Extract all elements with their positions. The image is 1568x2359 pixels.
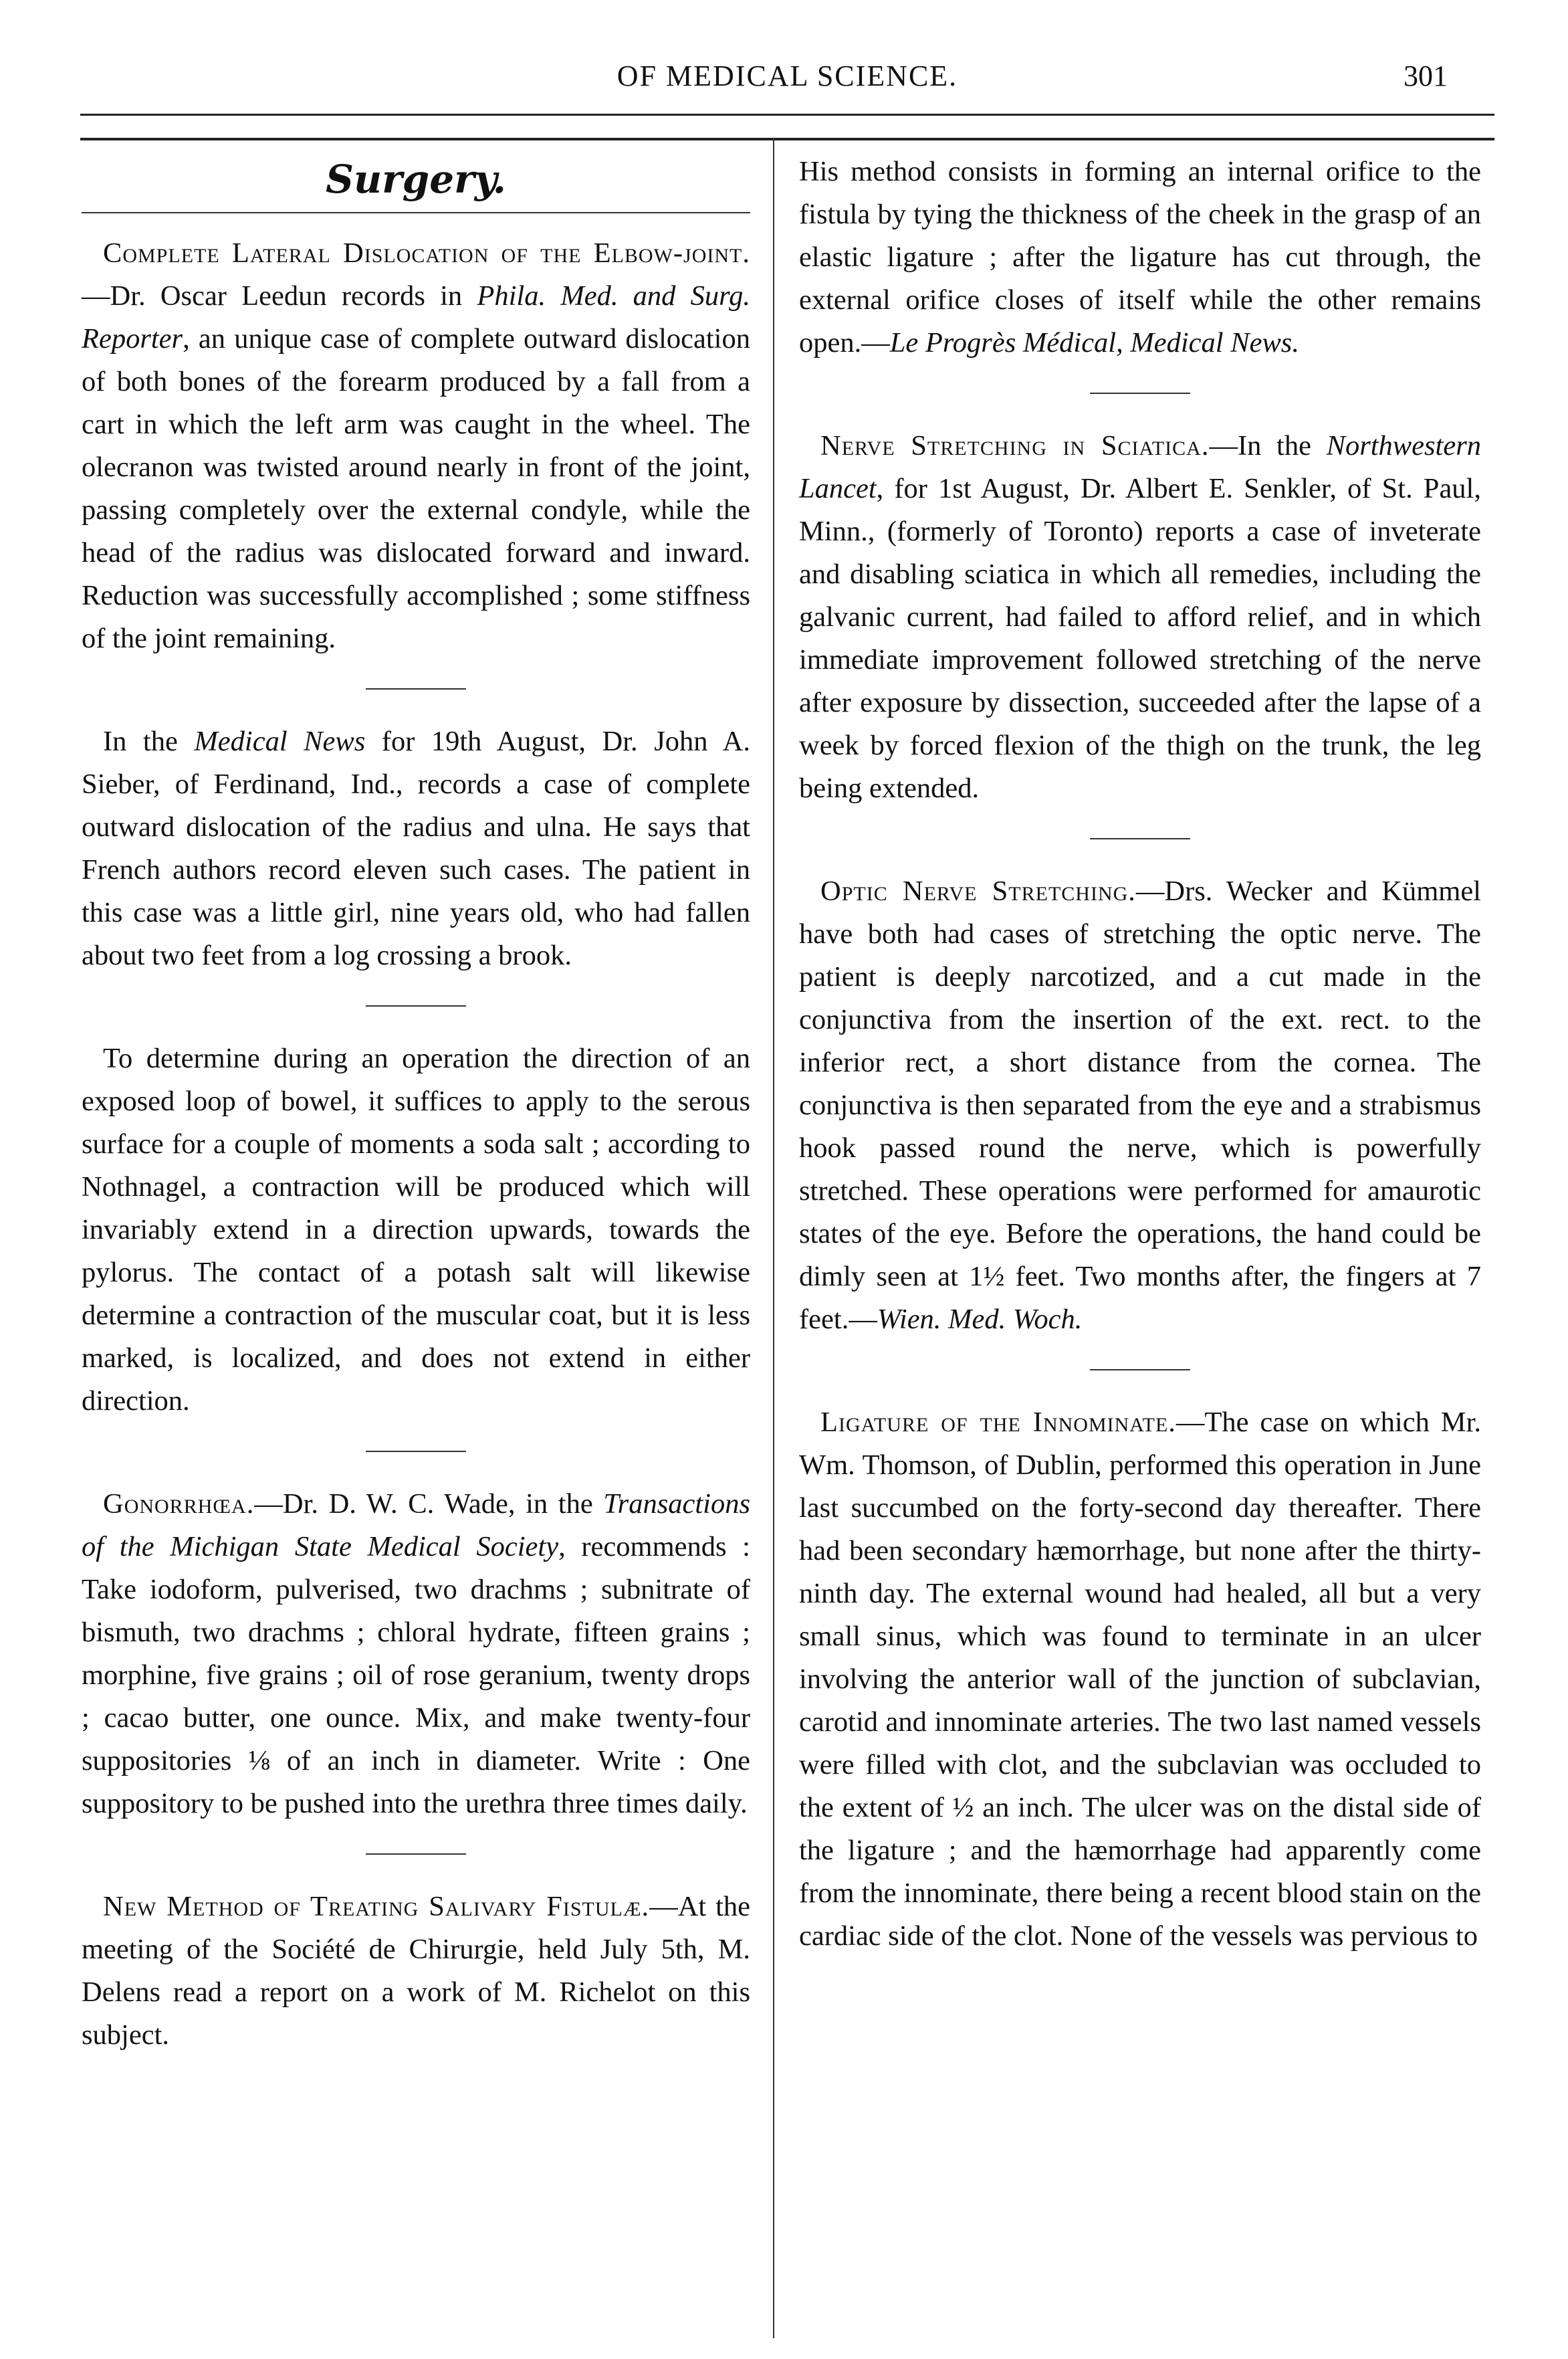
article-sciatica — [799, 425, 1481, 810]
article-radius-ulna — [82, 720, 750, 977]
section-title: Surgery. — [326, 157, 506, 202]
article-text: —At the meeting of the Société de Chirurgie, held July 5th, M. Delens read a report on a work of M. Richelot on this subject. — [82, 1891, 751, 2051]
article-text: —Dr. Oscar Leedun records in — [82, 280, 477, 312]
article-bowel-direction — [82, 1037, 750, 1423]
article-text: In the — [103, 726, 195, 757]
article-gonorrhoea — [82, 1483, 750, 1825]
article-separator — [366, 688, 466, 690]
page-number: 301 — [1404, 60, 1448, 92]
article-text: —The case on which Mr. Wm. Thomson, of Dublin, performed this operation in June last succumbed on the forty-second day thereafter. There had been secondary hæmorrhage, but none after the thirty-ninth day. The external wound had healed, all but a very small sinus, which was found to terminate in an ulcer involving the anterior wall of the junction of subclavian, carotid and innominate arteries. The two last named vessels were filled with clot, and the subclavian was occluded to the extent of ½ an inch. The ulcer was on the distal side of the ligature ; and the hæmorrhage had apparently come from the innominate, there being a recent blood stain on the cardiac side of the clot. None of the vessels was pervious to — [799, 1407, 1481, 1952]
header-rule — [80, 114, 1494, 116]
article-optic-nerve — [799, 870, 1481, 1341]
article-heading: Optic Nerve Stretching. — [820, 876, 1136, 907]
article-elbow-dislocation — [82, 232, 750, 660]
article-text: To determine during an operation the direction of an exposed loop of bowel, it suffices to apply to the serous surface for a couple of moments a soda salt ; according to Nothnagel, a contraction will be produced which will invariably extend in a direction upwards, towards the pylorus. The contact of a potash salt will likewise determine a contraction of the muscular coat, but it is less marked, is localized, and does not extend in either direction. — [82, 1043, 750, 1417]
left-column — [82, 150, 750, 2057]
article-text: , recommends : Take iodoform, pulverised, two drachms ; subnitrate of bismuth, two drachms ; chloral hydrate, fifteen grains ; morphine, five grains ; oil of rose geranium, twenty drops ; cacao butter, one ounce. Mix, and make twenty-four suppositories ⅛ of an inch in diameter. Write : One suppository to be pushed into the urethra three times daily. — [82, 1531, 750, 1819]
article-heading: Nerve Stretching in Sciatica. — [820, 430, 1210, 461]
article-text: for 19th August, Dr. John A. Sieber, of Ferdinand, Ind., records a case of complete outward dislocation of the radius and ulna. He says that French authors record eleven such cases. The patient in this case was a little girl, nine years old, who had fallen about two feet from a log crossing a brook. — [82, 726, 751, 971]
article-separator — [1090, 1369, 1190, 1370]
article-source: Medical News — [194, 726, 366, 757]
article-heading: New Method of Treating Salivary Fistulæ. — [103, 1891, 650, 1922]
article-salivary-continued — [799, 150, 1481, 365]
article-heading: Ligature of the Innominate. — [820, 1407, 1176, 1438]
article-separator — [1090, 393, 1190, 394]
article-source: Transactions of the Michigan State Medical Society — [82, 1488, 750, 1562]
article-text: His method consists in forming an internal orifice to the fistula by tying the thickness of the cheek in the grasp of an elastic ligature ; after the ligature has cut through, the external orifice closes of itself while the other remains open.— — [799, 156, 1481, 358]
article-text: , an unique case of complete outward dislocation of both bones of the forearm produced by a fall from a cart in which the left arm was caught in the wheel. The olecranon was twisted around nearly in front of the joint, passing completely over the external condyle, while the head of the radius was dislocated forward and inward. Reduction was successfully accomplished ; some stiffness of the joint remaining. — [82, 323, 750, 654]
column-divider — [773, 138, 774, 2338]
article-separator — [366, 1451, 466, 1452]
article-source: Northwestern Lancet — [799, 430, 1481, 504]
article-salivary-fistulae — [82, 1885, 750, 2057]
article-separator — [366, 1853, 466, 1855]
running-title: OF MEDICAL SCIENCE. — [617, 60, 958, 92]
article-text: —Drs. Wecker and Kümmel have both had cases of stretching the optic nerve. The patient is deeply narcotized, and a cut made in the conjunctiva from the insertion of the ext. rect. to the inferior rect, a short distance from the cornea. The conjunctiva is then separated from the eye and a strabismus hook passed round the nerve, which is powerfully stretched. These operations were performed for amaurotic states of the eye. Before the operations, the hand could be dimly seen at 1½ feet. Two months after, the fingers at 7 feet.— — [799, 876, 1481, 1335]
article-separator — [1090, 838, 1190, 839]
article-text: —Dr. D. W. C. Wade, in the — [254, 1488, 604, 1520]
article-heading: Complete Lateral Dislocation of the Elbow-joint. — [103, 237, 750, 269]
article-source: Le Progrès Médical, Medical News. — [889, 327, 1299, 358]
article-innominate-ligature — [799, 1401, 1481, 1958]
article-heading: Gonorrhœa. — [103, 1488, 255, 1520]
right-column — [799, 150, 1481, 1958]
article-separator — [366, 1005, 466, 1007]
article-source: Wien. Med. Woch. — [877, 1304, 1083, 1335]
running-head — [80, 59, 1494, 99]
article-source: Phila. Med. and Surg. Reporter — [82, 280, 750, 354]
article-text: , for 1st August, Dr. Albert E. Senkler, of St. Paul, Minn., (formerly of Toronto) reports a case of inveterate and disabling sciatica in which all remedies, including the galvanic current, had failed to afford relief, and in which immediate improvement followed stretching of the nerve after exposure by dissection, succeeded after the lapse of a week by forced flexion of the thigh on the trunk, the leg being extended. — [799, 473, 1481, 804]
section-title-rule — [82, 212, 750, 213]
article-text: —In the — [1209, 430, 1327, 461]
header-double-rule — [80, 138, 1494, 140]
